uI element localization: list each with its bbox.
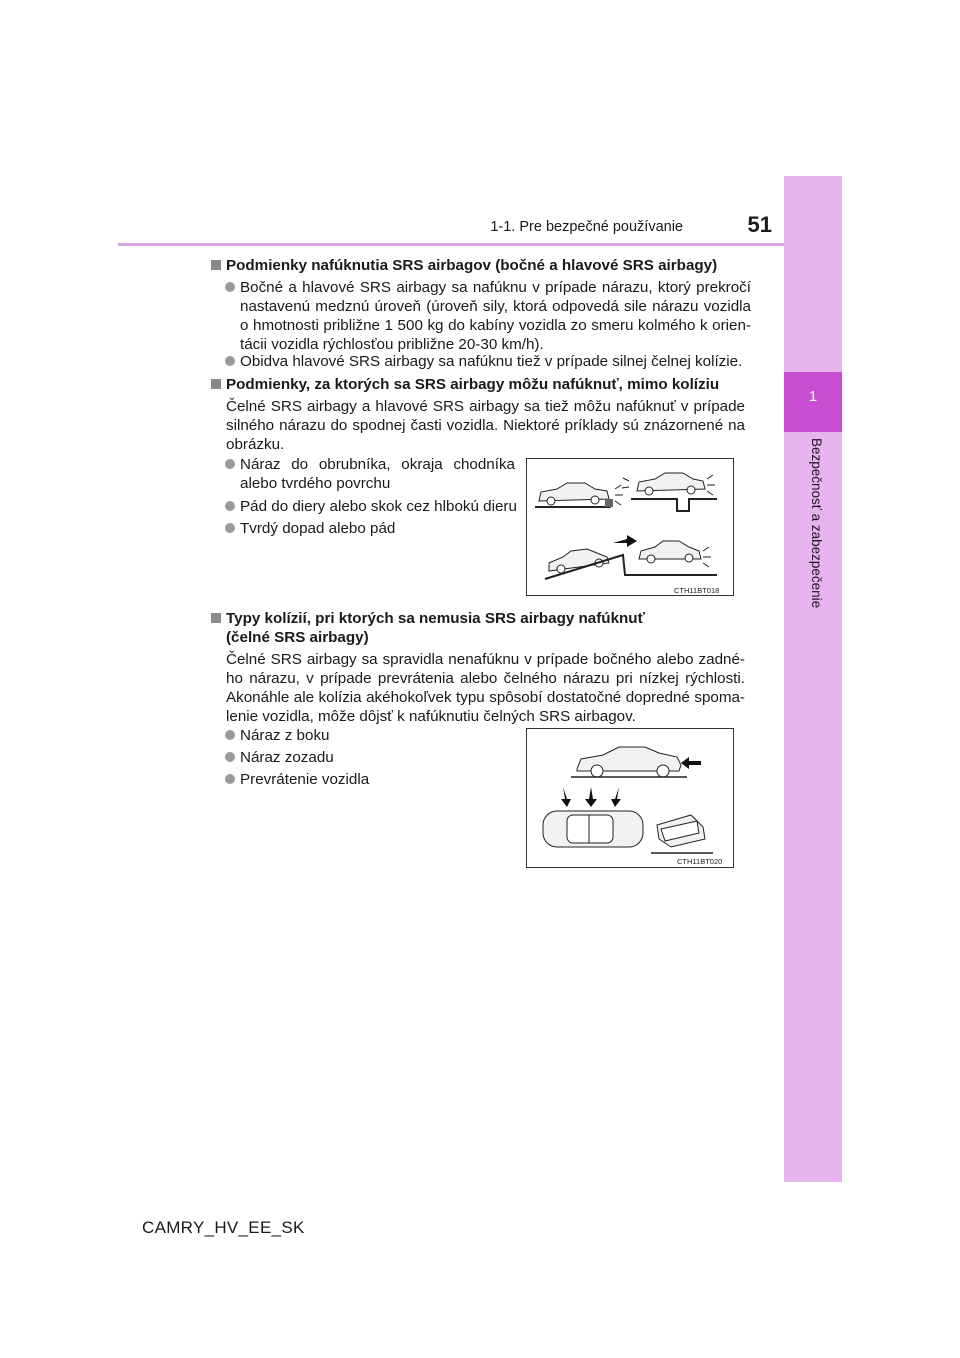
round-bullet-icon: [225, 501, 235, 511]
chapter-label: Bezpečnosť a zabezpečenie: [809, 438, 824, 609]
figure-code: CTH11BT018: [674, 586, 720, 595]
list-item: Náraz do obrubníka, okraja chodníka alebo tvrdého povrchu: [225, 455, 515, 493]
chapter-number: 1: [808, 388, 818, 405]
list-item: Bočné a hlavové SRS airbagy sa nafúknu v prípade nárazu, ktorý prekročí nastavenú medznú úroveň (úroveň sily, ktorá odpovedá sile nárazu vozidla o hmotnosti približne 1 500 kg do kabíny vozidla zo smeru kolmého k orien-tácii vozidla rýchlosťou približne 20-30 km/h).: [225, 278, 751, 354]
list-item: Prevrátenie vozidla: [225, 770, 485, 789]
page-number: 51: [747, 212, 772, 237]
round-bullet-icon: [225, 459, 235, 469]
square-bullet-icon: [211, 613, 221, 623]
header-divider: [118, 243, 784, 246]
round-bullet-icon: [225, 752, 235, 762]
square-bullet-icon: [211, 260, 221, 270]
section-heading-3: Typy kolízií, pri ktorých sa nemusia SRS airbagy nafúknuť (čelné SRS airbagy): [211, 609, 751, 647]
list-item: Obidva hlavové SRS airbagy sa nafúknu tiež v prípade silnej čelnej kolízie.: [225, 352, 751, 371]
section-title: 1-1. Pre bezpečné používanie: [490, 219, 683, 235]
round-bullet-icon: [225, 774, 235, 784]
section-paragraph: Čelné SRS airbagy sa spravidla nenafúknu v prípade bočného alebo zadné-ho nárazu, v prípade prevrátenia alebo čelného nárazu pri nízkej rýchlosti. Akonáhle ale kolízia akéhokoľvek typu spôsobí dostatočné dopredné spoma-lenie vozidla, môže dôjsť k nafúknutiu čelných SRS airbagov.: [226, 651, 745, 725]
chapter-side-tab: [784, 176, 842, 1182]
round-bullet-icon: [225, 730, 235, 740]
model-code: CAMRY_HV_EE_SK: [142, 1218, 305, 1237]
section-heading-2: Podmienky, za ktorých sa SRS airbagy môžu nafúknuť, mimo kolíziu: [211, 375, 751, 394]
list-item: Pád do diery alebo skok cez hlbokú dieru: [225, 497, 520, 516]
list-item: Náraz zozadu: [225, 748, 485, 767]
illustration-no-deploy-collisions: [526, 728, 734, 868]
figure-code: CTH11BT020: [677, 857, 723, 866]
list-item: Náraz z boku: [225, 726, 485, 745]
illustration-underbody-impact: [526, 458, 734, 596]
square-bullet-icon: [211, 379, 221, 389]
round-bullet-icon: [225, 523, 235, 533]
collision-types-drawing: [527, 729, 733, 867]
round-bullet-icon: [225, 356, 235, 366]
section-paragraph: Čelné SRS airbagy a hlavové SRS airbagy sa tiež môžu nafúknuť v prípade silného nárazu do spodnej časti vozidla. Niektoré príklady sú znázornené na obrázku.: [226, 398, 745, 453]
round-bullet-icon: [225, 282, 235, 292]
list-item: Tvrdý dopad alebo pád: [225, 519, 515, 538]
car-impact-drawing: [527, 459, 733, 595]
section-heading-1: Podmienky nafúknutia SRS airbagov (bočné a hlavové SRS airbagy): [211, 256, 751, 275]
